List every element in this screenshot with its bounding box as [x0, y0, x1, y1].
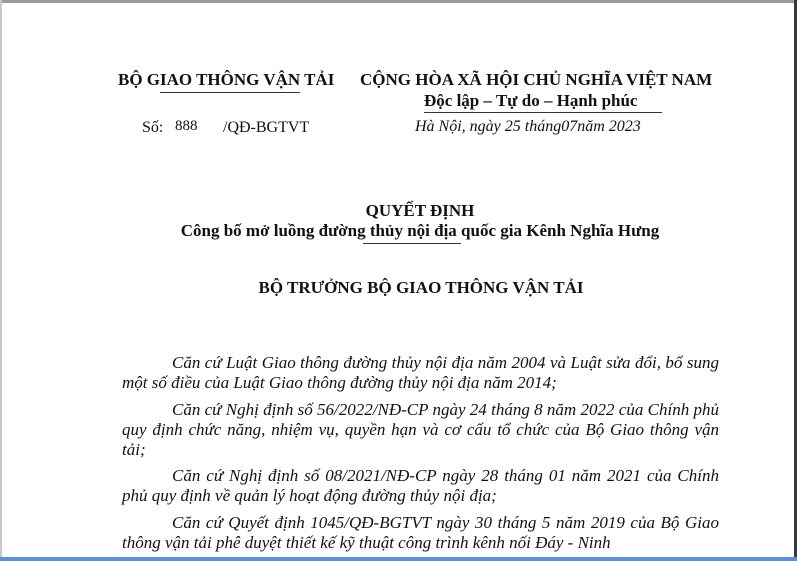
- doc-number: 888: [175, 118, 198, 134]
- document-subject: Công bố mở luồng đường thủy nội địa quốc gia Kênh Nghĩa Hưng: [180, 221, 660, 240]
- legal-basis-paragraph: Căn cứ Quyết định 1045/QĐ-BGTVT ngày 30 tháng 5 năm 2019 của Bộ Giao thông vận tải phê duyệt thiết kế kỹ thuật công trình kênh nối Đáy - Ninh: [122, 513, 719, 552]
- ministry-underline: [160, 92, 300, 93]
- national-title: CỘNG HÒA XÃ HỘI CHỦ NGHĨA VIỆT NAM: [360, 70, 713, 89]
- place-and-date: Hà Nội, ngày 25 tháng07năm 2023: [415, 118, 641, 135]
- issuing-authority: BỘ TRƯỞNG BỘ GIAO THÔNG VẬN TẢI: [258, 278, 584, 297]
- national-motto: Độc lập – Tự do – Hạnh phúc: [424, 91, 638, 110]
- motto-underline: [424, 112, 662, 113]
- window-bottom-bar: [0, 557, 797, 561]
- ministry-name: BỘ GIAO THÔNG VẬN TẢI: [118, 70, 335, 89]
- window-top-border: [0, 0, 797, 3]
- legal-basis-paragraph: Căn cứ Nghị định số 56/2022/NĐ-CP ngày 24 tháng 8 năm 2022 của Chính phủ quy định chức năng, nhiệm vụ, quyền hạn và cơ cấu tổ chức của Bộ Giao thông vận tải;: [122, 400, 719, 459]
- legal-basis-paragraph: Căn cứ Nghị định số 08/2021/NĐ-CP ngày 28 tháng 01 năm 2021 của Chính phủ quy định về quản lý hoạt động đường thủy nội địa;: [122, 466, 719, 505]
- doc-number-suffix: /QĐ-BGTVT: [223, 119, 310, 136]
- subject-underline: [363, 243, 461, 244]
- document-type: QUYẾT ĐỊNH: [365, 201, 475, 220]
- legal-basis-paragraph: Căn cứ Luật Giao thông đường thủy nội địa năm 2004 và Luật sửa đổi, bổ sung một số điều của Luật Giao thông đường thủy nội địa năm 2014;: [122, 353, 719, 392]
- doc-number-label: Số:: [142, 119, 164, 136]
